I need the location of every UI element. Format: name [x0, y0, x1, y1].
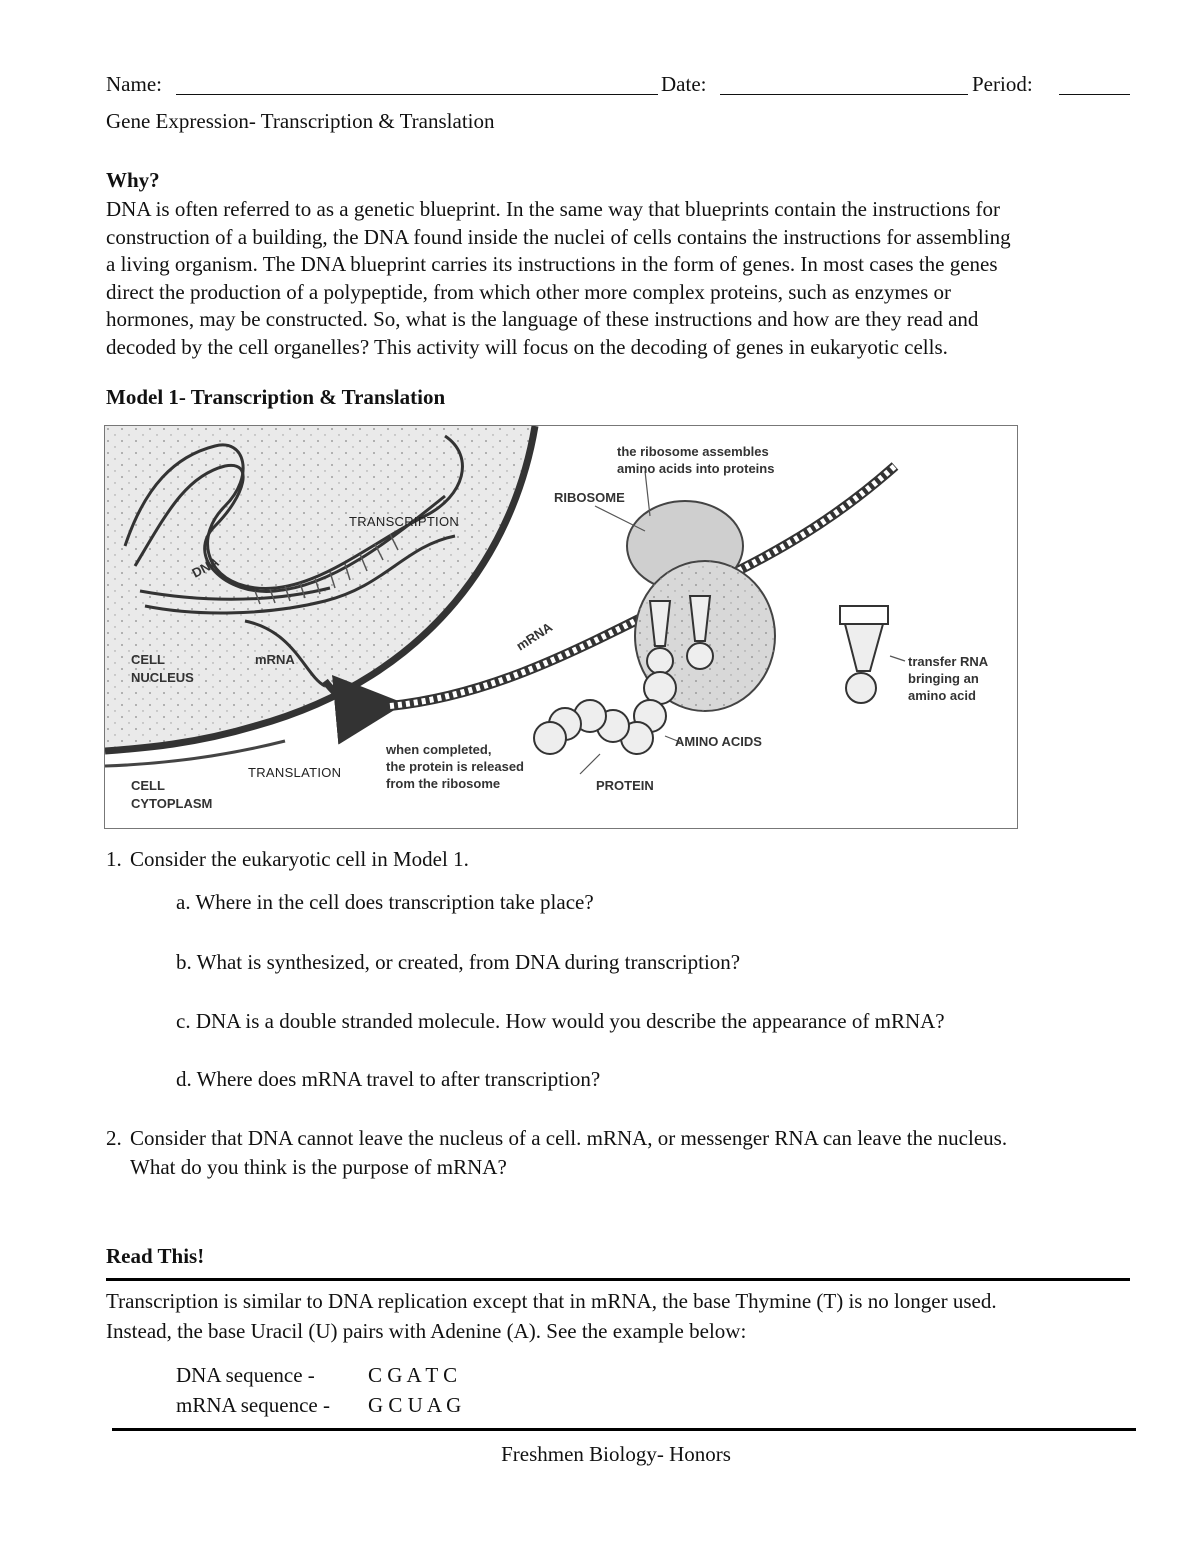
- protein-label: PROTEIN: [596, 778, 654, 793]
- question-1d: d. Where does mRNA travel to after transcription?: [176, 1067, 601, 1091]
- question-1-text: Consider the eukaryotic cell in Model 1.: [130, 847, 469, 871]
- why-line: decoded by the cell organelles? This activity will focus on the decoding of genes in eukaryotic cells.: [106, 334, 948, 359]
- question-1-number: 1.: [106, 847, 122, 871]
- question-2-number: 2.: [106, 1126, 122, 1150]
- mrna-sequence-value: G C U A G: [368, 1393, 462, 1417]
- why-line: a living organism. The DNA blueprint carries its instructions in the form of genes. In most cases the genes: [106, 252, 998, 276]
- question-2-line-2: What do you think is the purpose of mRNA?: [130, 1155, 507, 1179]
- question-2-line-1: Consider that DNA cannot leave the nucleus of a cell. mRNA, or messenger RNA can leave the nucleus.: [130, 1126, 1008, 1150]
- mrna-cytoplasm-label: mRNA: [513, 619, 555, 654]
- question-1c: c. DNA is a double stranded molecule. How would you describe the appearance of mRNA?: [176, 1009, 945, 1033]
- read-this-top-rule: [106, 1278, 1130, 1281]
- date-field[interactable]: [720, 94, 968, 95]
- cell-nucleus-label-2: NUCLEUS: [131, 670, 194, 685]
- trna-note-1: transfer RNA: [908, 654, 989, 669]
- why-line: direct the production of a polypeptide, from which other more complex proteins, such as enzymes or: [106, 279, 952, 304]
- dna-sequence-label: DNA sequence -: [176, 1363, 315, 1387]
- free-trna: [840, 606, 888, 703]
- trna-note-2: bringing an: [908, 671, 979, 686]
- period-label: Period:: [972, 72, 1033, 96]
- read-this-line-2: Instead, the base Uracil (U) pairs with Adenine (A). See the example below:: [106, 1319, 747, 1343]
- mrna-nucleus-label: mRNA: [255, 652, 295, 667]
- name-field[interactable]: [176, 94, 658, 95]
- mrna-sequence-label: mRNA sequence -: [176, 1393, 330, 1417]
- translation-label: TRANSLATION: [248, 765, 342, 780]
- period-field[interactable]: [1059, 94, 1130, 95]
- why-line: DNA is often referred to as a genetic blueprint. In the same way that blueprints contain the instructions for: [106, 197, 1000, 221]
- name-label: Name:: [106, 72, 162, 96]
- question-1b: b. What is synthesized, or created, from DNA during transcription?: [176, 950, 741, 974]
- amino-acids-label: AMINO ACIDS: [675, 734, 762, 749]
- protein-chain: [534, 672, 676, 754]
- ribosome-note-2: amino acids into proteins: [617, 461, 775, 476]
- date-label: Date:: [661, 72, 707, 96]
- why-line: construction of a building, the DNA found inside the nuclei of cells contains the instructions for assembling: [106, 224, 1011, 249]
- cell-cytoplasm-label-2: CYTOPLASM: [131, 796, 213, 811]
- completed-note-2: the protein is released: [386, 759, 524, 774]
- student-info-row: [106, 72, 1130, 102]
- transcription-label: TRANSCRIPTION: [349, 514, 460, 529]
- page-footer: Freshmen Biology- Honors: [501, 1442, 731, 1466]
- why-paragraph: [106, 196, 1136, 361]
- dna-sequence-value: C G A T C: [368, 1363, 458, 1387]
- cell-nucleus-label-1: CELL: [131, 652, 165, 667]
- completed-note-3: from the ribosome: [386, 776, 501, 791]
- ribosome-label: RIBOSOME: [554, 490, 625, 505]
- why-heading: Why?: [106, 168, 160, 192]
- completed-note-1: when completed,: [386, 742, 492, 757]
- document-title: Gene Expression- Transcription & Translation: [106, 109, 495, 133]
- trna-note-3: amino acid: [908, 688, 976, 703]
- why-line: hormones, may be constructed. So, what is the language of these instructions and how are they read and: [106, 307, 979, 331]
- read-this-bottom-rule: [112, 1428, 1136, 1431]
- figure-illustration: [105, 426, 1017, 828]
- question-1a: a. Where in the cell does transcription take place?: [176, 890, 594, 914]
- model1-heading: Model 1- Transcription & Translation: [106, 385, 446, 409]
- read-this-line-1: Transcription is similar to DNA replication except that in mRNA, the base Thymine (T) is no longer used.: [106, 1289, 997, 1313]
- dna-label: DNA: [189, 554, 222, 581]
- ribosome-note-1: the ribosome assembles: [617, 444, 769, 459]
- transcription-translation-figure: [104, 425, 1018, 829]
- cell-cytoplasm-label-1: CELL: [131, 778, 165, 793]
- read-this-heading: Read This!: [106, 1244, 205, 1268]
